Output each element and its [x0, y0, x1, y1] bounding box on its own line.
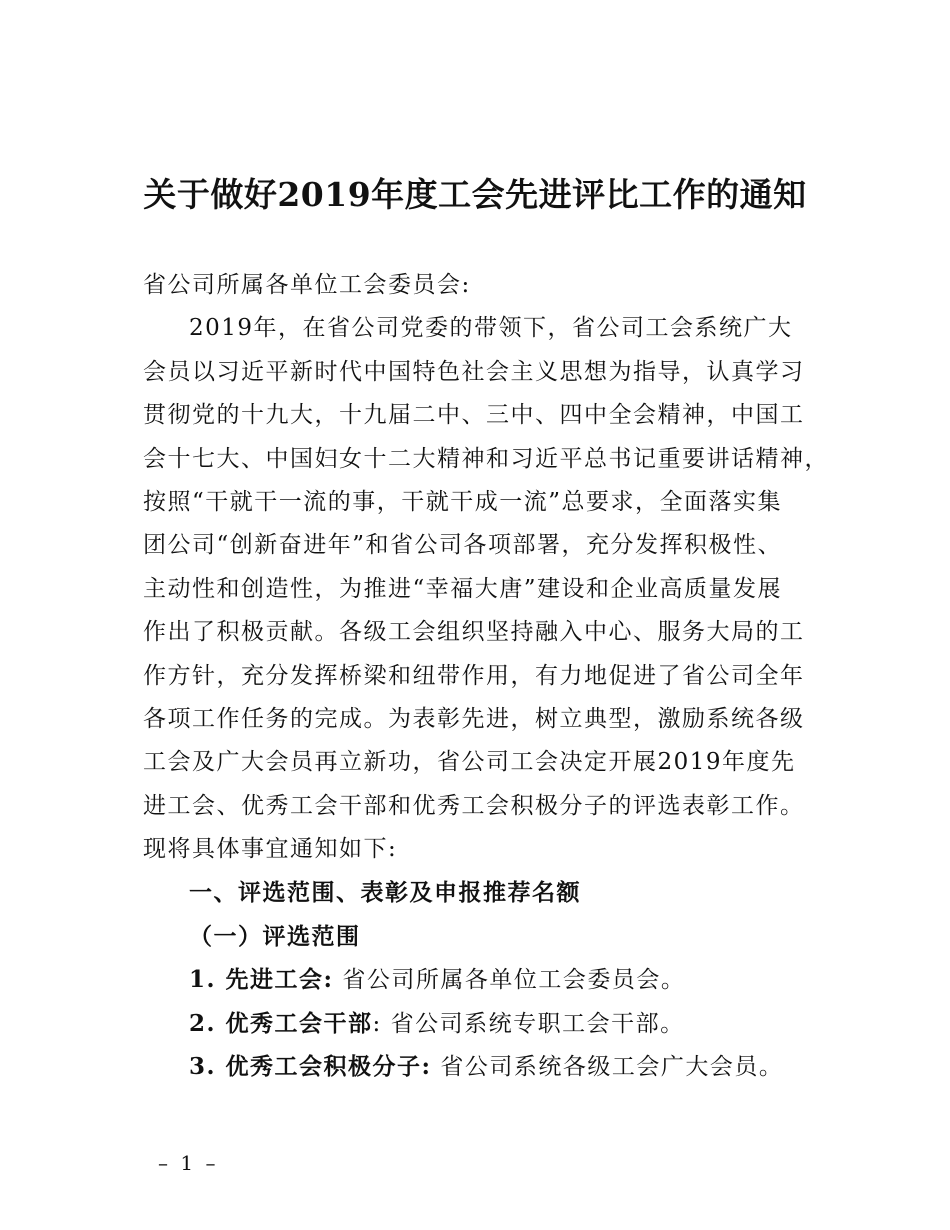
- section-heading: 一、评选范围、表彰及申报推荐名额: [189, 879, 581, 907]
- paragraph-line: 按照“干就干一流的事，干就干成一流”总要求，全面落实集: [143, 488, 783, 515]
- paragraph-line: 贯彻党的十九大，十九届二中、三中、四中全会精神，中国工: [143, 402, 805, 429]
- list-item-text: 省公司系统各级工会广大会员。: [440, 1054, 784, 1081]
- list-item-text: 省公司所属各单位工会委员会。: [342, 967, 686, 994]
- document-title: 关于做好2019年度工会先进评比工作的通知: [143, 175, 807, 214]
- paragraph-line: 工会及广大会员再立新功，省公司工会决定开展2019年度先: [143, 749, 796, 776]
- list-item-label: 1. 先进工会:: [189, 966, 334, 994]
- subsection-heading: （一）评选范围: [189, 922, 361, 950]
- list-item: [143, 1002, 813, 1045]
- page-number: – 1 –: [158, 1151, 219, 1175]
- paragraph-line: 现将具体事宜通知如下:: [143, 836, 398, 863]
- paragraph-line: 作出了积极贡献。各级工会组织坚持融入中心、服务大局的工: [143, 619, 805, 646]
- paragraph-line: 作方针，充分发挥桥梁和纽带作用，有力地促进了省公司全年: [143, 662, 805, 689]
- paragraph-line: 会员以习近平新时代中国特色社会主义思想为指导，认真学习: [143, 358, 805, 385]
- paragraph-line: 2019年，在省公司党委的带领下，省公司工会系统广大: [189, 315, 793, 342]
- paragraph-line: 主动性和创造性，为推进“幸福大唐”建设和企业高质量发展: [143, 575, 783, 602]
- list-item-text: : 省公司系统专职工会干部。: [372, 1010, 685, 1037]
- paragraph-line: 进工会、优秀工会干部和优秀工会积极分子的评选表彰工作。: [143, 792, 805, 819]
- paragraph-line: 团公司“创新奋进年”和省公司各项部署，充分发挥积极性、: [143, 532, 783, 559]
- paragraph-line: 各项工作任务的完成。为表彰先进，树立典型，激励系统各级: [143, 705, 805, 732]
- list-item-label: 3. 优秀工会积极分子:: [189, 1053, 432, 1081]
- list-item: [143, 1045, 813, 1088]
- document-body: [143, 264, 829, 1088]
- list-item-label: 2. 优秀工会干部: [189, 1009, 373, 1037]
- salutation: 省公司所属各单位工会委员会:: [143, 272, 471, 298]
- list-item: [143, 958, 813, 1001]
- paragraph-line: 会十七大、中国妇女十二大精神和习近平总书记重要讲话精神，: [143, 445, 829, 472]
